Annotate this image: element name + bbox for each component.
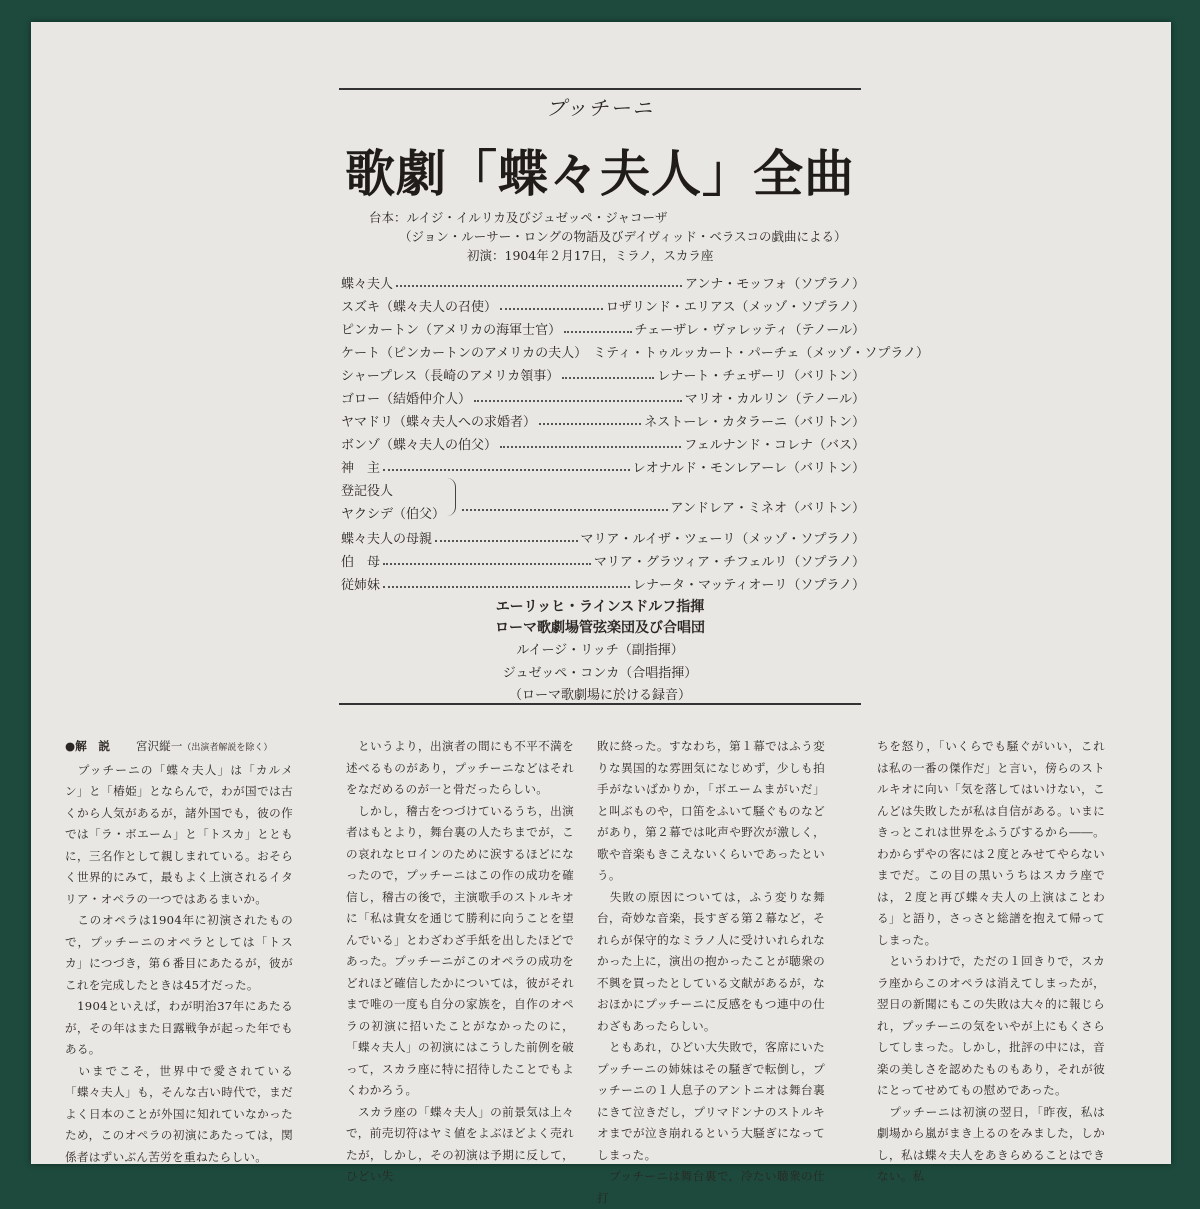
commentary-paragraph: 1904といえば，わが明治37年にあたるが，その年はまた日露戦争が起った年でもある。 [65,999,293,1056]
leader-dots [474,399,682,402]
commentary-paragraph: 失敗の原因については，ふう変りな舞台，奇妙な音楽，長すぎる第２幕など，それらが保守的なミラノ人に受けいれられなかった上に，演出の抱かったことが聴衆の不興を買ったとしている文献があるが，なおほかにプッチーニに反感をもつ連中の仕わざもあったらしい。 [597,889,825,1033]
liner-notes-sheet [31,22,1171,1205]
commentary-paragraph: プッチーニの「蝶々夫人」は「カルメン」と「椿姫」とならんで，わが国では古くから人気があるが，諸外国でも，彼の作では「ラ・ボエーム」と「トスカ」とともに，三名作として親しまれている。おそらく世界的にみて，最もよく上演されるイタリア・オペラの一つではあるまいか。 [65,762,293,906]
header-top-rule [339,88,861,90]
cast-role: ゴロー（結婚仲介人） [341,392,472,407]
composer-name: プッチーニ [545,96,655,120]
cast-role: 蝶々夫人 [341,277,394,292]
cast-singer: レナート・チェザーリ（バリトン） [657,369,865,384]
leader-dots [462,508,668,511]
commentary-paragraph: ともあれ，ひどい大失敗で，客席にいたプッチーニの姉妹はその騒ぎで転倒し，プッチーニの１人息子のアントニオは舞台裏にきて泣きだし，プリマドンナのストルキオまでが泣き崩れるという大騒ぎになってしまった。 [597,1040,825,1162]
cast-singer: レオナルド・モンレアーレ（バリトン） [632,461,865,476]
cast-singer: フェルナンド・コレナ（バス） [684,438,865,453]
cast-row [341,318,865,338]
cast-singer: マリア・ルイザ・ツェーリ（メッゾ・ソプラノ） [580,532,865,547]
conductor-credit: エーリッヒ・ラインスドルフ指揮 [495,599,705,615]
leader-dots [500,445,681,448]
cast-role: ボンゾ（蝶々夫人の伯父） [341,438,498,453]
cast-role: ピンカートン（アメリカの海軍士官） [341,323,562,338]
orchestra-credit: ローマ歌劇場管弦楽団及び合唱団 [495,620,705,636]
commentary-heading [65,736,293,760]
commentary-column [597,736,825,1209]
commentary-paragraph: いまでこそ，世界中で愛されている「蝶々夫人」も，そんな古い時代で，まだよく日本のことが外国に知れていなかったため，このオペラの初演にあたっては，関係者はずいぶん苦労を重ねたらしい。 [65,1063,293,1164]
cast-row [341,573,865,593]
leader-dots [396,284,682,287]
source-credit: （ジョン・ルーサー・ロングの物語及びデイヴィッド・ベラスコの戯曲による） [399,229,847,244]
shared-cast-role: 登記役人 [341,484,394,499]
commentary-paragraph: 敗に終った。すなわち，第１幕ではふう変りな異国的な雰囲気になじめず，少しも拍手がないばかりか，「ボエームまがいだ」と叫ぶものや，口笛をふいて騒ぐものなどがあり，第２幕では叱声や野次が激しく，歌や音楽もきこえないくらいであったという。 [597,739,825,882]
leader-dots [564,330,631,333]
recording-venue: （ローマ歌劇場に於ける録音） [508,688,691,703]
cast-singer: マリア・グラツィア・チフェルリ（ソプラノ） [593,555,865,570]
premiere-credit: 初演：1904年２月17日，ミラノ，スカラ座 [467,248,714,263]
cast-singer: レナータ・マッティオーリ（ソプラノ） [632,578,865,593]
commentary-paragraph: というより，出演者の間にも不平不満を述べるものがあり，プッチーニなどはそれをなだめるのが一と骨だったらしい。 [346,739,574,796]
assistant-conductor-credit: ルイージ・リッチ（副指揮） [516,643,684,658]
commentary-paragraph: プッチーニは初演の翌日，「昨夜，私は劇場から嵐がまき上るのをみました，しかし，私は蝶々夫人をあきらめることはできない。私 [877,1104,1105,1183]
cast-row [341,433,865,453]
cast-singer: ミティ・トゥルッカート・パーチェ（メッゾ・ソプラノ） [593,346,929,361]
cast-singer: ネストーレ・カタラーニ（バリトン） [644,415,865,430]
cast-singer: チェーザレ・ヴァレッティ（テノール） [634,323,865,338]
cast-row [341,527,865,547]
cast-row [341,272,865,292]
cast-row [341,456,865,476]
cast-row [341,341,929,361]
section-divider-rule [339,703,861,705]
commentary-label: 解 説 [75,739,110,753]
commentary-column [346,736,574,1188]
cast-role: スズキ（蝶々夫人の召使） [341,300,498,315]
commentary-paragraph: というわけで，ただの１回きりで，スカラ座からこのオペラは消えてしまったが，翌日の新聞にもこの失敗は大々的に報じられ，プッチーニの気をいやが上にもくさらしてしまった。しかし，批評の中には，音楽の美しさを認めたものもあり，それが彼にとってせめてもの慰めであった。 [877,954,1105,1097]
cast-singer: マリオ・カルリン（テノール） [684,392,865,407]
cast-row [341,364,865,384]
leader-dots [539,422,641,425]
bullet-icon: ● [65,739,76,753]
opera-title: 歌劇「蝶々夫人」全曲 [345,145,855,203]
cast-role: 蝶々夫人の母親 [341,532,433,547]
libretto-credit: 台本：ルイジ・イルリカ及びジュゼッペ・ジャコーザ [369,210,668,225]
cast-role: ケート（ピンカートンのアメリカの夫人） [341,346,588,361]
cast-row [341,550,865,570]
commentary-paragraph: このオペラは1904年に初演されたもので，プッチーニのオペラとしては「トスカ」につづき，第６番目にあたるが，彼がこれを完成したときは45才だった。 [65,913,293,992]
cast-singer: アンドレア・ミネオ（バリトン） [670,501,865,516]
commentary-paragraph: スカラ座の「蝶々夫人」の前景気は上々で，前売切符はヤミ値をよぶほどよく売れたが，しかし，その初演は予期に反して，ひどい失 [346,1104,574,1183]
commentary-paragraph: ちを怒り，「いくらでも騒ぐがいい，これは私の一番の傑作だ」と言い，傍らのストルキオに向い「気を落してはいけない，こんどは失敗したが私は自信がある。いまにきっとこれは世界をふうびするから――。わからずやの客には２度とみせてやらないまでだ。この目の黒いうちはスカラ座では，２度と再び蝶々夫人の上演はことわる」と語り，さっさと総譜を抱えて帰ってしまった。 [877,739,1105,947]
cast-role: 伯 母 [341,555,381,570]
shared-cast-row [459,496,865,516]
commentary-paragraph: しかし，稽古をつづけているうち，出演者はもとより，舞台裏の人たちまでが，この哀れなヒロインのために涙するほどになったので，プッチーニはこの作の成功を確信し，稽古の後で，主演歌手のストルキオに「私は貴女を通じて勝利に向うことを望んでいる」とわざわざ手紙を出したほどであった。プッチーニがこのオペラの成功をどれほど確信したかについては，彼がそれまで唯の一度も自分の家族を，自作のオペラの初演に招いたことがなかったのに，「蝶々夫人」の初演にはこうした前例を破って，スカラ座に特に招待したことでもよくわかろう。 [346,803,574,1097]
commentary-column [877,736,1105,1188]
leader-dots [435,539,578,542]
leader-dots [383,562,591,565]
shared-cast-role: ヤクシデ（伯父） [341,507,446,522]
leader-dots [383,585,630,588]
cast-row [341,410,865,430]
grouping-brace [447,478,456,516]
cast-row [341,387,865,407]
cast-role: 神 主 [341,461,381,476]
commentary-column [65,736,293,1168]
cast-role: シャープレス（長崎のアメリカ領事） [341,369,560,384]
cast-role: 従姉妹 [341,578,381,593]
commentary-paragraph: プッチーニは舞台裏で，冷たい聴衆の仕打 [597,1169,825,1205]
author-note: （出演者解説を除く） [182,743,273,753]
commentary-author: 宮沢縦一 [135,739,183,753]
cast-row [341,295,865,315]
cast-singer: ロザリンド・エリアス（メッゾ・ソプラノ） [605,300,865,315]
cast-role: ヤマドリ（蝶々夫人への求婚者） [341,415,537,430]
leader-dots [500,307,603,310]
leader-dots [383,468,630,471]
chorus-master-credit: ジュゼッペ・コンカ（合唱指揮） [502,666,698,681]
leader-dots [562,376,654,379]
cast-singer: アンナ・モッフォ（ソプラノ） [684,277,865,292]
